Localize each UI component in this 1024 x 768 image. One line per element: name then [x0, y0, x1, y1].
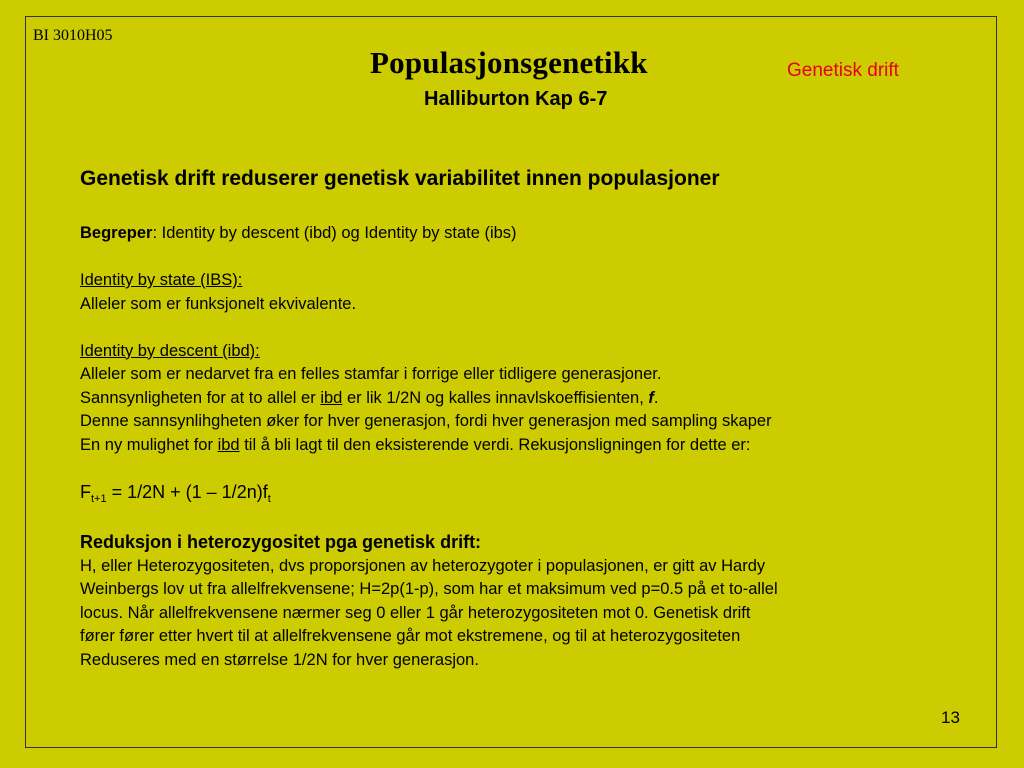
ibd-line-2-a: Sannsynligheten for at to allel er [80, 388, 321, 407]
ibd-heading: Identity by descent (ibd): [80, 341, 260, 360]
ibd-section [80, 340, 970, 458]
begreper-text: : Identity by descent (ibd) og Identity by state (ibs) [152, 224, 517, 242]
topic-label: Genetisk drift [787, 60, 899, 81]
heterozygosity-line-1: H, eller Heterozygositeten, dvs proporsjonen av heterozygoter i populasjonen, er gitt av Hardy [80, 556, 766, 575]
ibd-term-2: ibd [217, 435, 240, 454]
ibd-line-2 [80, 387, 970, 411]
heterozygosity-section [80, 531, 970, 672]
heterozygosity-line-3: locus. Når allelfrekvensene nærmer seg 0 eller 1 går heterozygositeten mot 0. Genetisk drift [80, 603, 751, 622]
course-code: BI 3010H05 [33, 27, 113, 44]
ibd-line-4-a: En ny mulighet for [80, 435, 218, 454]
ibs-section [80, 269, 970, 316]
heterozygosity-line-2: Weinbergs lov ut fra allelfrekvensene; H=2p(1-p), som har et maksimum ved p=0.5 på et to-allel [80, 580, 778, 598]
formula-sub-t1: t+1 [91, 492, 107, 505]
formula-F: F [80, 481, 91, 502]
heterozygosity-line-4: fører fører etter hvert til at allelfrekvensene går mot ekstremene, og til at heterozygositeten [80, 627, 741, 645]
ibd-line-2-b: er lik 1/2N og kalles innavlskoeffisienten, [342, 388, 649, 407]
content-heading: Genetisk drift reduserer genetisk variabilitet innen populasjoner [80, 167, 720, 190]
heterozygosity-line-5: Reduseres med en størrelse 1/2N for hver generasjon. [80, 650, 479, 669]
formula-sub-t: t [267, 492, 271, 505]
slide-title: Populasjonsgenetikk [370, 45, 648, 80]
slide-content [80, 166, 970, 672]
ibd-line-4 [80, 434, 970, 458]
recursion-formula [80, 481, 970, 512]
formula-mid: = 1/2N + (1 – 1/2n)f [106, 481, 268, 502]
ibd-line-1: Alleler som er nedarvet fra en felles stamfar i forrige eller tidligere generasjoner. [80, 365, 662, 383]
heterozygosity-heading: Reduksjon i heterozygositet pga genetisk drift: [80, 532, 482, 552]
ibs-text: Alleler som er funksjonelt ekvivalente. [80, 294, 357, 313]
begreper-paragraph [80, 222, 970, 246]
ibd-line-3: Denne sannsynlihgheten øker for hver generasjon, fordi hver generasjon med sampling skaper [80, 412, 772, 430]
ibd-line-4-b: til å bli lagt til den eksisterende verdi. Rekusjonsligningen for dette er: [239, 435, 751, 454]
f-symbol: f [648, 388, 654, 407]
ibs-heading: Identity by state (IBS): [80, 271, 243, 289]
page-number: 13 [941, 708, 960, 727]
begreper-label: Begreper [80, 224, 153, 242]
ibd-line-2-c: . [653, 388, 659, 407]
slide-subtitle: Halliburton Kap 6-7 [424, 88, 608, 110]
ibd-term: ibd [320, 388, 343, 407]
